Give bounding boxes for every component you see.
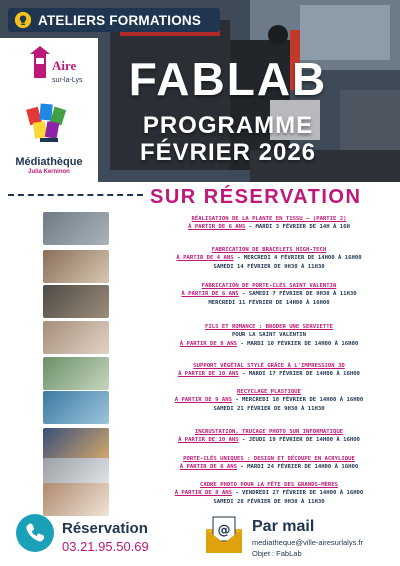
thumb-keychains [43, 285, 109, 318]
activity-age: À PARTIR DE 8 ANS [179, 340, 237, 347]
activity-date: POUR LA SAINT VALENTIN [231, 332, 307, 339]
activity-date: - MARDI 10 FÉVRIER DE 14H00 À 16H00 [237, 340, 359, 347]
activity-date: - MERCREDI 4 FÉVRIER DE 14H00 À 16H00 [233, 255, 362, 262]
partner-logos [0, 38, 98, 182]
activity-age: À PARTIR DE 10 ANS [178, 437, 239, 444]
activity-age: À PARTIR DE 8 ANS [174, 490, 232, 497]
activity-date: SAMEDI 21 FÉVRIER DE 9H30 À 11H30 [213, 405, 325, 412]
logo-city-line2: sur-la-Lys [52, 77, 83, 84]
thumb-fabric-plant [43, 212, 109, 245]
activity-title: FABRICATION DE PORTE-CLÉS SAINT VALENTIN [201, 283, 337, 289]
activity-date: - MARDI 17 FÉVRIER DE 14H00 À 16H00 [238, 371, 360, 378]
mail-icon [204, 515, 244, 555]
subtitle-line1: PROGRAMME [142, 112, 314, 139]
logo-city-line1: Aire [52, 58, 77, 73]
activity-7 [150, 428, 388, 445]
dashed-divider [8, 194, 143, 196]
page-title: FABLAB [128, 53, 328, 105]
logo-library-name: Julia Kerninon [28, 169, 70, 175]
activity-age: À PARTIR DE 9 ANS [174, 397, 232, 404]
svg-text:@: @ [217, 523, 231, 538]
activity-date: - MARDI 24 FÉVRIER DE 14H00 À 16H00 [237, 464, 359, 471]
activity-title: RÉALISATION DE LA PLANTE EN TISSU — (PARTIE 2) [191, 216, 347, 222]
activity-date: SAMEDI 28 FÉVRIER DE 9H30 À 11H30 [213, 498, 325, 505]
activity-age: À PARTIR DE 4 ANS [176, 255, 234, 262]
activity-age: À PARTIR DE 10 ANS [178, 371, 239, 378]
activity-2 [150, 246, 388, 271]
activity-6 [150, 388, 388, 413]
activity-age: À PARTIR DE 6 ANS [188, 224, 246, 231]
activity-date: - VENDREDI 27 FÉVRIER DE 14H00 À 16H00 [231, 490, 364, 497]
activity-title: FABRICATION DE BRACELETS HIGH-TECH [211, 247, 327, 253]
activity-date: MERCREDI 11 FÉVRIER DE 14H00 À 16H00 [208, 299, 330, 306]
ateliers-badge [8, 8, 220, 32]
program-subtitle [118, 112, 338, 166]
activity-date: - MARDI 3 FÉVRIER DE 14H À 16H [245, 224, 350, 231]
activity-title: PORTE-CLÉS UNIQUES : DESIGN ET DÉCOUPE EN ACRYLIQUE [183, 456, 355, 462]
mail-label: Par mail [252, 518, 315, 535]
activity-title: SUPPORT VÉGÉTAL STYLÉ GRÂCE À L'IMPRESSION 3D [193, 363, 345, 369]
activity-title: FILS ET ROMANCE : BRODER UNE SERVIETTE [205, 324, 333, 330]
phone-icon [16, 514, 54, 552]
thumb-photo-frame [43, 483, 109, 516]
aire-sur-la-lys-logo [0, 42, 98, 102]
activity-title: CADRE PHOTO POUR LA FÊTE DES GRANDS-MÈRES [199, 482, 339, 488]
activity-date: - SAMEDI 7 FÉVRIER DE 9H30 À 11H30 [238, 291, 357, 298]
activity-title: INCRUSTATION, TRUCAGE PHOTO SUR INFORMATIQUE [194, 429, 344, 435]
activity-5 [150, 362, 388, 379]
activity-age: À PARTIR DE 6 ANS [179, 464, 237, 471]
activity-4 [150, 323, 388, 348]
thumb-bracelets [43, 250, 109, 283]
header-banner [0, 0, 400, 182]
activity-1 [150, 215, 388, 232]
lightbulb-icon [14, 11, 32, 29]
reservation-label: Réservation [62, 520, 148, 537]
thumb-plastic-recycling [43, 391, 109, 424]
logo-library: Médiathèque [15, 156, 83, 168]
mail-object: Objet : FabLab [252, 549, 302, 558]
thumb-photo-editing [43, 428, 109, 461]
activity-date: - JEUDI 19 FÉVRIER DE 14H00 À 16H00 [238, 437, 360, 444]
thumb-embroidery [43, 321, 109, 354]
activity-date: SAMEDI 14 FÉVRIER DE 9H30 À 11H30 [213, 263, 325, 270]
thumb-3d-plant-support [43, 357, 109, 390]
activity-9 [150, 481, 388, 506]
mail-address[interactable]: mediatheque@ville-airesurlalys.fr [252, 538, 363, 547]
reservation-phone[interactable]: 03.21.95.50.69 [62, 539, 149, 554]
activity-date: - MERCREDI 18 FÉVRIER DE 14H00 À 16H00 [231, 397, 364, 404]
activity-title: RECYCLAGE PLASTIQUE [237, 389, 301, 395]
activity-3 [150, 282, 388, 307]
section-title: SUR RÉSERVATION [150, 186, 362, 208]
subtitle-line2: FÉVRIER 2026 [139, 139, 317, 166]
badge-label: ATELIERS FORMATIONS [38, 12, 202, 28]
activity-8 [150, 455, 388, 472]
activity-age: À PARTIR DE 6 ANS [181, 291, 239, 298]
